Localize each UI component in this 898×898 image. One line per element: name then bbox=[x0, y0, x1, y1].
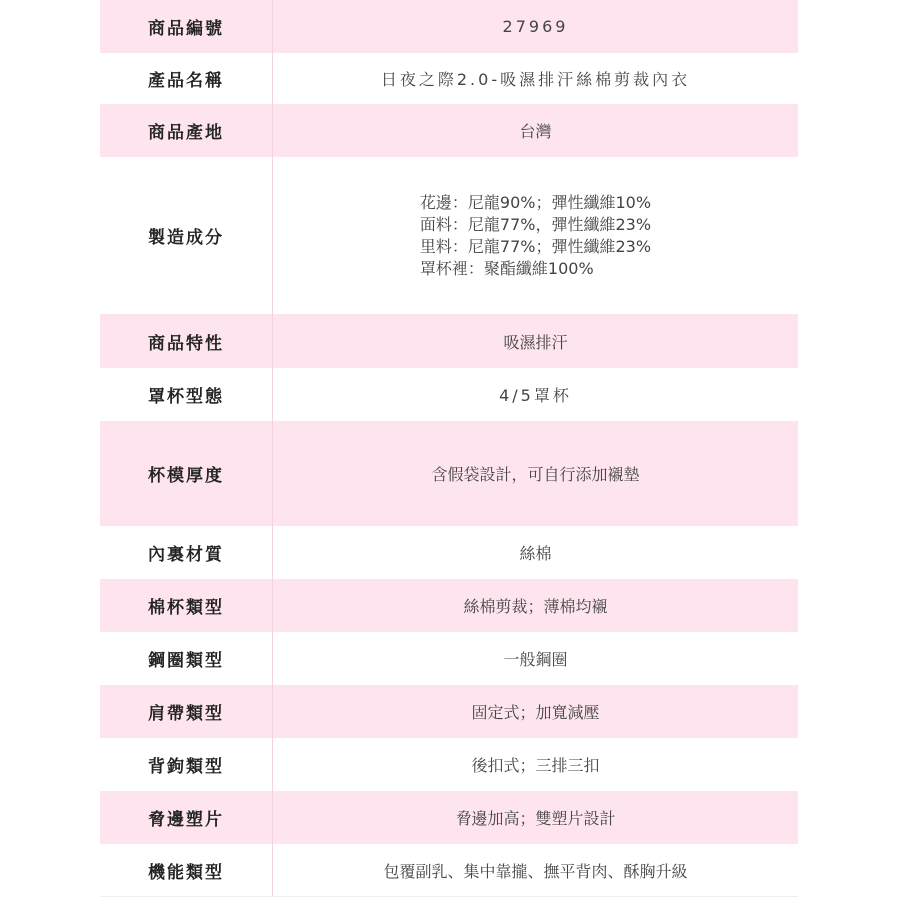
spec-value: 絲棉剪裁；薄棉均襯 bbox=[273, 579, 799, 632]
spec-label: 商品產地 bbox=[100, 104, 273, 157]
composition-lines bbox=[420, 192, 651, 280]
spec-value: 脅邊加高；雙塑片設計 bbox=[273, 791, 799, 844]
spec-row-strap-type bbox=[100, 685, 798, 738]
composition-line: 花邊：尼龍90%；彈性纖維10% bbox=[419, 192, 652, 212]
spec-value: 27969 bbox=[273, 0, 799, 53]
spec-label: 棉杯類型 bbox=[100, 579, 273, 632]
spec-value: 固定式；加寬減壓 bbox=[273, 685, 799, 738]
spec-row-back-hook-type bbox=[100, 738, 798, 791]
composition-line: 罩杯裡：聚酯纖維100% bbox=[419, 258, 594, 278]
spec-label: 鋼圈類型 bbox=[100, 632, 273, 685]
spec-row-cup-type bbox=[100, 579, 798, 632]
spec-label: 內裏材質 bbox=[100, 526, 273, 579]
spec-value bbox=[273, 157, 799, 314]
spec-label: 罩杯型態 bbox=[100, 368, 273, 421]
table-bottom-divider bbox=[100, 896, 798, 897]
spec-label: 商品特性 bbox=[100, 314, 273, 368]
spec-label: 肩帶類型 bbox=[100, 685, 273, 738]
spec-label: 杯模厚度 bbox=[100, 421, 273, 526]
spec-value: 4/5罩杯 bbox=[273, 368, 799, 421]
spec-label: 商品編號 bbox=[100, 0, 273, 53]
spec-row-cup-thickness bbox=[100, 421, 798, 526]
spec-value: 含假袋設計，可自行添加襯墊 bbox=[273, 421, 799, 526]
spec-row-product-name bbox=[100, 53, 798, 104]
spec-value: 後扣式；三排三扣 bbox=[273, 738, 799, 791]
spec-row-function-type bbox=[100, 844, 798, 897]
spec-value: 日夜之際2.0-吸濕排汗絲棉剪裁內衣 bbox=[273, 53, 799, 104]
spec-row-cup-style bbox=[100, 368, 798, 421]
spec-value: 包覆副乳、集中靠攏、撫平背肉、酥胸升級 bbox=[273, 844, 799, 897]
spec-row-origin bbox=[100, 104, 798, 157]
spec-value: 吸濕排汗 bbox=[273, 314, 799, 368]
spec-row-side-panel bbox=[100, 791, 798, 844]
composition-line: 面料：尼龍77%，彈性纖維23% bbox=[419, 214, 652, 234]
spec-value: 絲棉 bbox=[273, 526, 799, 579]
spec-label: 脅邊塑片 bbox=[100, 791, 273, 844]
spec-value: 一般鋼圈 bbox=[273, 632, 799, 685]
spec-label: 機能類型 bbox=[100, 844, 273, 897]
spec-value: 台灣 bbox=[273, 104, 799, 157]
spec-label: 製造成分 bbox=[100, 157, 273, 314]
spec-label: 產品名稱 bbox=[100, 53, 273, 104]
composition-line: 里料：尼龍77%；彈性纖維23% bbox=[419, 236, 652, 256]
spec-row-features bbox=[100, 314, 798, 368]
spec-row-product-number bbox=[100, 0, 798, 53]
spec-row-underwire-type bbox=[100, 632, 798, 685]
spec-row-lining-material bbox=[100, 526, 798, 579]
spec-row-composition bbox=[100, 157, 798, 314]
spec-label: 背鉤類型 bbox=[100, 738, 273, 791]
product-spec-table bbox=[100, 0, 798, 897]
